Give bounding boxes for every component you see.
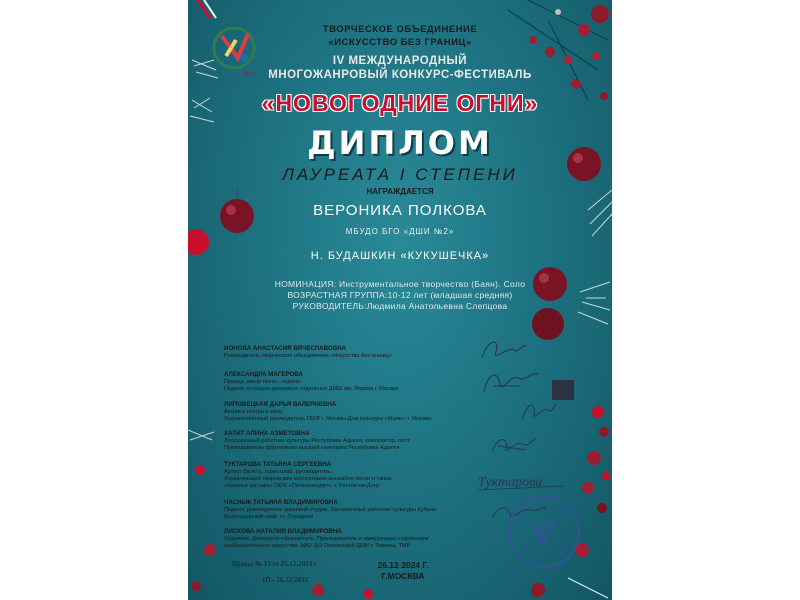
jury-member — [224, 528, 524, 550]
jury-member-desc: Педагог, руководитель цирковой студии. Заслуженный работник культуры Кубани — [224, 507, 437, 513]
jury-member-name: ИОНОВА АНАСТАСИЯ ВЯЧЕСЛАВОВНА — [224, 345, 347, 352]
jury-member-desc: Художник. Декоратор-оформитель. Преподаватель и заведующая отделением — [224, 536, 429, 542]
nomination: НОМИНАЦИЯ: Инструментальное творчество (Баян). Соло — [274, 279, 526, 289]
registration-code: 1П - 26.12.2433 — [262, 576, 308, 584]
jury-member — [224, 371, 524, 393]
festival-line-2: МНОГОЖАНРОВЫЙ КОНКУРС-ФЕСТИВАЛЬ — [268, 69, 532, 81]
jury-member-desc: Художественный руководитель ГБУК г. Москвы Дом культуры «Маяк». г. Москва — [224, 416, 432, 422]
diploma-degree: ЛАУРЕАТА I СТЕПЕНИ — [282, 165, 518, 184]
jury-member-name: ХАТИТ АЛИНА АЗМЕТОВНА — [224, 430, 310, 437]
jury-member-name: ЛИПОВЕЦКАЯ ДАРЬЯ ВАЛЕРИЕВНА — [224, 401, 337, 408]
signature-2 — [480, 366, 540, 400]
signature-4 — [488, 432, 538, 460]
jury-member-name: АЛЕКСАНДРА МАГЕРОВА — [224, 371, 303, 378]
signature-5-text: Туктарова — [478, 475, 543, 490]
jury-member-desc: изобразительного искусства. МАУ ДО Онохинской ДШИ г. Тюмень, ТМР — [224, 543, 411, 549]
festival-title: «НОВОГОДНИЕ ОГНИ» — [261, 90, 539, 116]
performed-piece: Н. БУДАШКИН «КУКУШЕЧКА» — [310, 250, 490, 262]
logo-text: БЕЗ — [244, 72, 257, 78]
jury-member — [224, 401, 524, 423]
registration-number: Приказ № 13 от 25.12.2024 г. — [232, 560, 318, 568]
awarded-label: НАГРАЖДАЕТСЯ — [366, 187, 434, 196]
jury-member-desc: Заслуженный работник культуры Республики Адыгея, композитор, поэт. — [224, 438, 411, 444]
recipient-school: МБУДО БГО «ДШИ №2» — [345, 227, 455, 236]
diploma-heading: ДИПЛОМ — [307, 124, 493, 162]
jury-member-desc: Актриса театра и кино. — [224, 409, 284, 415]
bottom-decor — [308, 572, 612, 600]
jury-member — [224, 430, 524, 452]
organization-line-1: ТВОРЧЕСКОЕ ОБЪЕДИНЕНИЕ — [322, 24, 478, 35]
award-details — [188, 279, 612, 312]
jury-member-desc: «Казачья застава» ГАУК «Пензаконцерт». г. Ростов-на-Дону — [224, 483, 380, 489]
jury-member-desc: Краснодарский край. ст. Отрадная — [224, 514, 314, 520]
organization-stamp — [506, 494, 582, 570]
supervisor: РУКОВОДИТЕЛЬ:Людмила Анатольевна Слепцова — [292, 301, 508, 311]
jury-member-desc: Преподаватель фортепиано высшей категории.Республика Адыгея — [224, 445, 400, 451]
jury-member — [224, 499, 524, 521]
jury-member-desc: Певица, автор песен, педагог. — [224, 379, 302, 385]
recipient-name: ВЕРОНИКА ПОЛКОВА — [313, 202, 487, 219]
organization-line-2: «ИСКУССТВО БЕЗ ГРАНИЦ» — [328, 37, 472, 48]
signature-5 — [474, 466, 570, 496]
jury-member-desc: Управляющий творческим коллективом ансамбля песни и танца — [224, 476, 392, 482]
signature-3 — [518, 396, 558, 426]
jury-member-desc: Руководитель творческого объединения «Искусство без границ» — [224, 353, 393, 359]
age-group: ВОЗРАСТНАЯ ГРУППА:10-12 лет (младшая средняя) — [287, 290, 513, 300]
diploma-page — [188, 0, 612, 600]
jury-member-name: ТУКТАРОВА ТАТЬЯНА СЕРГЕЕВНА — [224, 461, 332, 468]
signature-1 — [478, 336, 528, 366]
jury-member-desc: Педагог эстрадно-джазового отделения ДМШ им. Лядова.г. Москва — [224, 386, 399, 392]
jury-member-name: ЛИСКОВА НАТАЛИЯ ВЛАДИМИРОВНА — [224, 528, 342, 535]
issue-date: 26.12 2024 Г. — [377, 560, 429, 570]
festival-line-1: IV МЕЖДУНАРОДНЫЙ — [332, 55, 468, 67]
jury-member-name: ЧАСНЫК ТАТЬЯНА ВЛАДИМИРОВНА — [224, 499, 338, 506]
issue-city: Г.МОСКВА — [381, 571, 425, 581]
jury-member-desc: Артист балета, хореограф, руководитель. — [224, 469, 333, 475]
